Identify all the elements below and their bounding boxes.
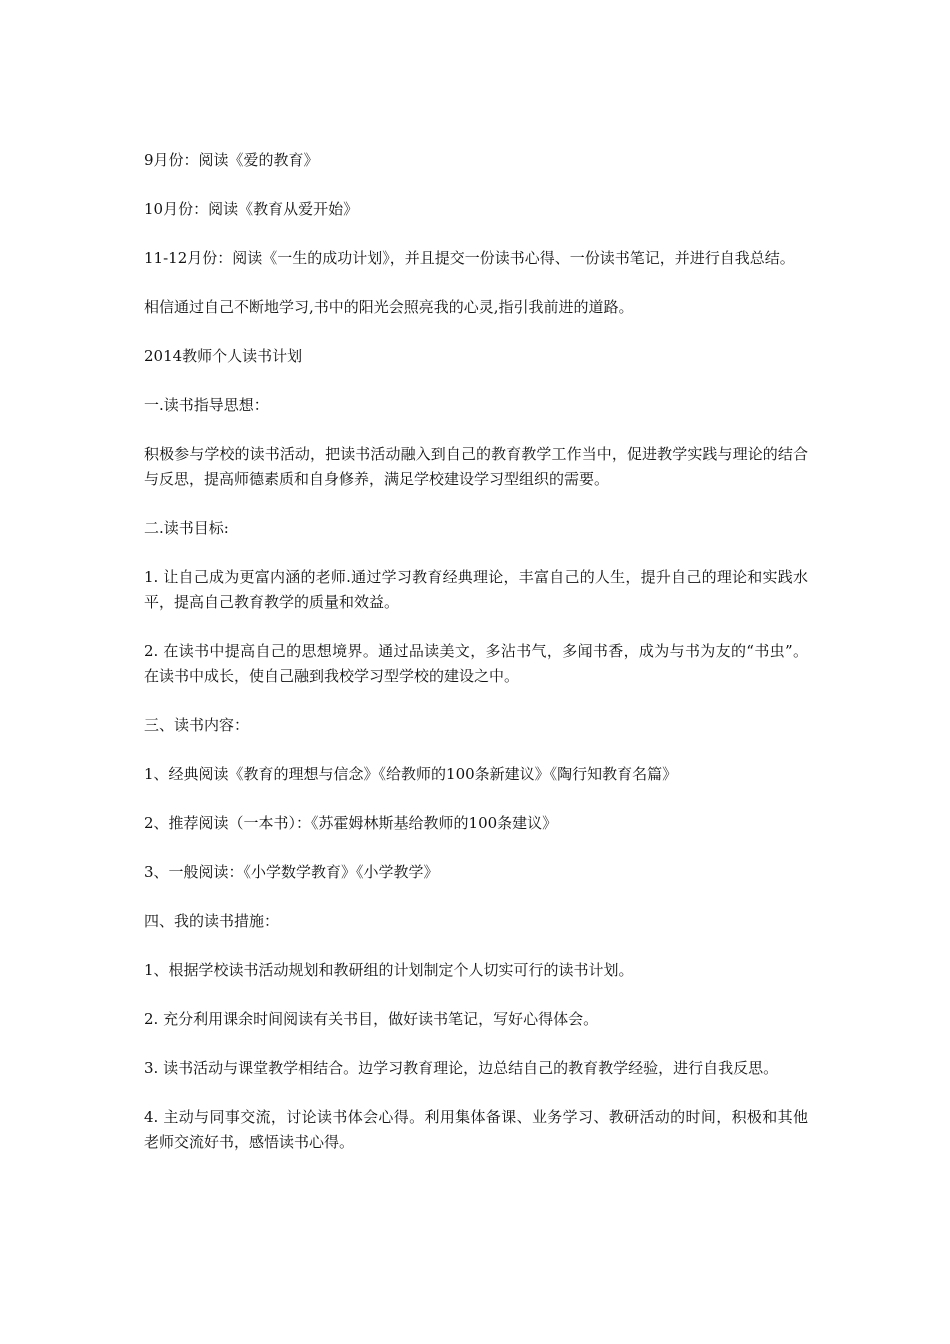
goal-item-1: 1. 让自己成为更富内涵的老师.通过学习教育经典理论，丰富自己的人生，提升自己的理论和实践水平，提高自己教育教学的质量和效益。 bbox=[144, 568, 808, 611]
section-heading-guiding-idea: 一.读书指导思想： bbox=[144, 396, 269, 414]
measure-item-4: 4. 主动与同事交流，讨论读书体会心得。利用集体备课、业务学习、教研活动的时间，积极和其他老师交流好书，感悟读书心得。 bbox=[144, 1108, 808, 1151]
goal-item-2: 2. 在读书中提高自己的思想境界。通过品读美文，多沾书气，多闻书香，成为与书为友的“书虫”。在读书中成长，使自己融到我校学习型学校的建设之中。 bbox=[144, 642, 808, 685]
reading-plan-september: 9月份：阅读《爱的教育》 bbox=[144, 151, 319, 169]
reading-plan-october: 10月份：阅读《教育从爱开始》 bbox=[144, 200, 359, 218]
section-heading-measures: 四、我的读书措施： bbox=[144, 912, 280, 930]
content-item-3: 3、一般阅读：《小学数学教育》《小学教学》 bbox=[144, 863, 439, 881]
document-title: 2014教师个人读书计划 bbox=[144, 347, 303, 365]
content-item-1: 1、经典阅读《教育的理想与信念》《给教师的100条新建议》《陶行知教育名篇》 bbox=[144, 765, 678, 783]
content-item-2: 2、推荐阅读（一本书）：《苏霍姆林斯基给教师的100条建议》 bbox=[144, 814, 558, 832]
closing-statement: 相信通过自己不断地学习,书中的阳光会照亮我的心灵,指引我前进的道路。 bbox=[144, 298, 634, 316]
measure-item-1: 1、根据学校读书活动规划和教研组的计划制定个人切实可行的读书计划。 bbox=[144, 961, 634, 979]
guiding-idea-text: 积极参与学校的读书活动，把读书活动融入到自己的教育教学工作当中，促进教学实践与理论的结合与反思，提高师德素质和自身修养，满足学校建设学习型组织的需要。 bbox=[144, 445, 808, 488]
document-body bbox=[144, 148, 808, 1179]
section-heading-content: 三、读书内容： bbox=[144, 716, 250, 734]
section-heading-goals: 二.读书目标: bbox=[144, 519, 229, 537]
measure-item-2: 2. 充分利用课余时间阅读有关书目，做好读书笔记，写好心得体会。 bbox=[144, 1010, 599, 1028]
reading-plan-november-december: 11-12月份：阅读《一生的成功计划》，并且提交一份读书心得、一份读书笔记，并进行自我总结。 bbox=[144, 249, 795, 267]
measure-item-3: 3. 读书活动与课堂教学相结合。边学习教育理论，边总结自己的教育教学经验，进行自我反思。 bbox=[144, 1059, 779, 1077]
